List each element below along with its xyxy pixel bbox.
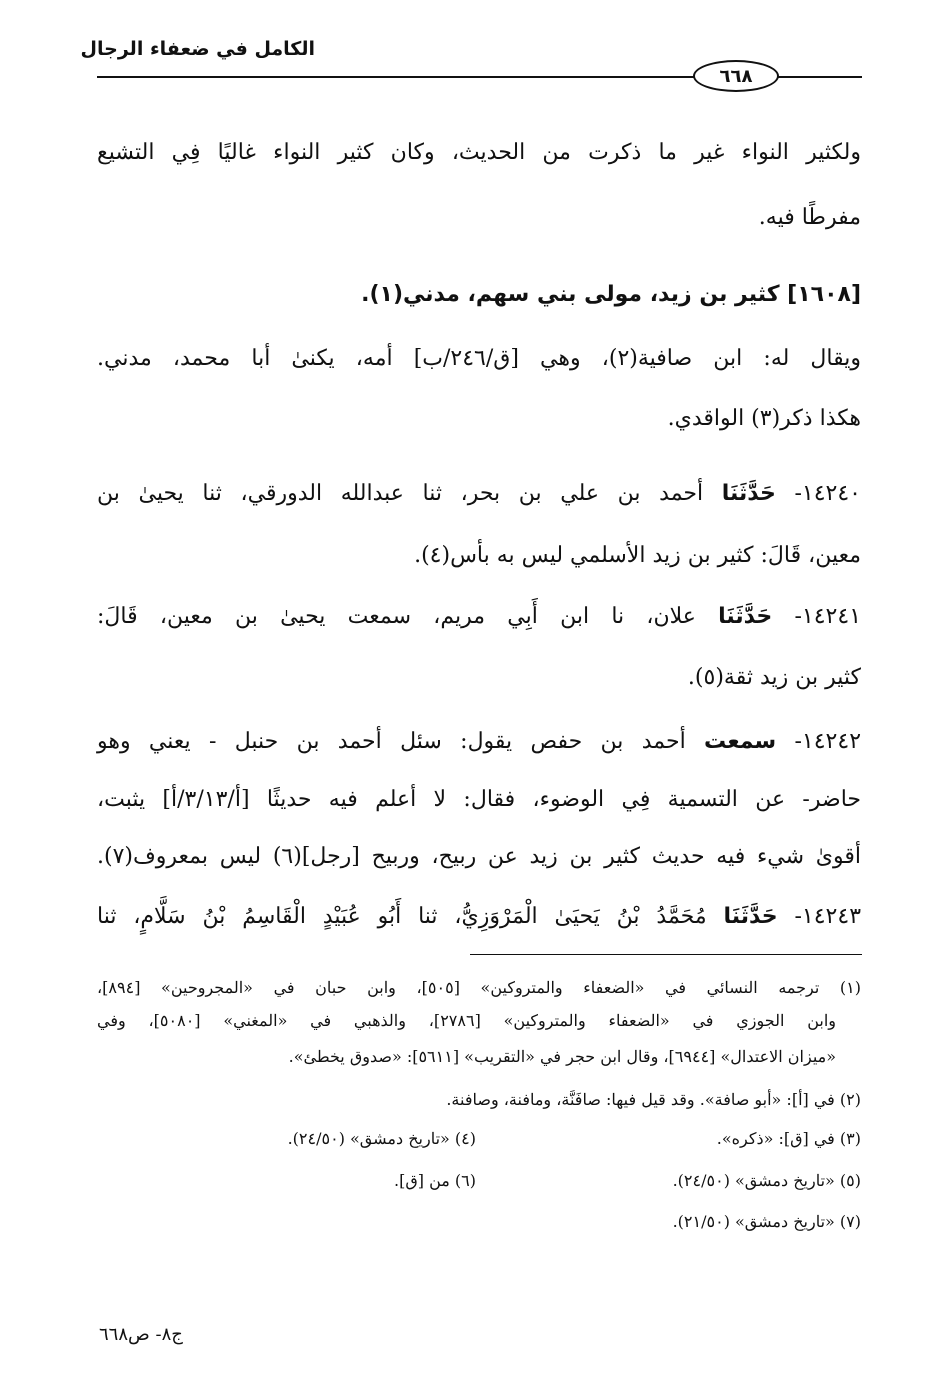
text-line: معين، قَالَ: كثير بن زيد الأسلمي ليس به بأس(٤). [414, 543, 861, 568]
text-line: حاضر- عن التسمية فِي الوضوء، فقال: لا أعلم فيه حديثًا [أ/٣/١٣/أ] يثبت، [97, 787, 861, 812]
hadith-number: ١٤٢٤٢- [794, 729, 862, 754]
narration-keyword: سمعت [704, 729, 777, 754]
page-footer: ج٨- ص٦٦٨ [99, 1324, 183, 1345]
hadith-line [97, 479, 861, 509]
footnote-rule [470, 954, 862, 955]
entry-heading: [١٦٠٨] كثير بن زيد، مولى بني سهم، مدني(١). [361, 282, 861, 307]
footnote-3: (٣) في [ق]: «ذكره». [716, 1129, 861, 1148]
hadith-number: ١٤٢٤١- [794, 604, 862, 629]
footnote-1-cont: وابن الجوزي في «الضعفاء والمتروكين» [٢٧٨٦]، والذهبي في «المغني» [٥٠٨٠]، وفي [97, 1011, 837, 1030]
text-line: كثير بن زيد ثقة(٥). [687, 665, 861, 690]
text-line: ويقال له: ابن صافية(٢)، وهي [ق/٢٤٦/ب] أمه، يكنىٰ أبا محمد، مدني. [97, 346, 861, 371]
text-line: مفرطًا فيه. [758, 205, 861, 230]
footnote-5: (٥) «تاريخ دمشق» (٢٤/٥٠). [672, 1171, 861, 1190]
page-number-badge [693, 60, 779, 92]
narration-keyword: حَدَّثَنَا [723, 904, 778, 929]
footnote-6: (٦) من [ق]. [394, 1171, 476, 1190]
page-number: ٦٦٨ [719, 65, 753, 87]
running-title: الكامل في ضعفاء الرجال [80, 38, 315, 60]
narration-keyword: حَدَّثَنَا [721, 481, 776, 506]
footnote-7: (٧) «تاريخ دمشق» (٢١/٥٠). [672, 1212, 861, 1231]
hadith-text: علان، نا ابن أَبِي مريم، سمعت يحيىٰ بن معين، قَالَ: [97, 604, 696, 629]
narration-keyword: حَدَّثَنَا [718, 604, 773, 629]
hadith-line [97, 902, 861, 932]
hadith-line [97, 727, 861, 757]
text-line: ولكثير النواء غير ما ذكرت من الحديث، وكان كثير النواء غاليًا فِي التشيع [97, 140, 861, 165]
hadith-line [97, 602, 861, 632]
hadith-text: مُحَمَّدُ بْنُ يَحيَىٰ الْمَرْوَزِيُّ، ثنا أَبُو عُبَيْدٍ الْقَاسِمُ بْنُ سَلَّامٍ، ثنا [97, 904, 707, 929]
footnote-2: (٢) في [أ]: «أبو صافة». وقد قيل فيها: صافَنَّة، ومافنة، وصافنة. [446, 1090, 861, 1109]
hadith-text: أحمد بن علي بن بحر، ثنا عبدالله الدورقي، ثنا يحيىٰ بن [97, 481, 704, 506]
footnote-1-cont: «ميزان الاعتدال» [٦٩٤٤]، وقال ابن حجر في «التقريب» [٥٦١١]: «صدوق يخطئ». [288, 1047, 836, 1066]
footnote-1: (١) ترجمه النسائي في «الضعفاء والمتروكين» [٥٠٥]، وابن حبان في «المجروحين» [٨٩٤]، [97, 978, 862, 997]
footnote-4: (٤) «تاريخ دمشق» (٢٤/٥٠). [287, 1129, 476, 1148]
hadith-number: ١٤٢٤٣- [794, 904, 862, 929]
text-line: هكذا ذكر(٣) الواقدي. [667, 406, 861, 431]
hadith-text: أحمد بن حفص يقول: سئل أحمد بن حنبل - يعني وهو [97, 729, 686, 754]
hadith-number: ١٤٢٤٠- [794, 481, 861, 506]
text-line: أقوىٰ شيء فيه حديث كثير بن زيد عن ربيح، وربيح [رجل](٦) ليس بمعروف(٧). [97, 844, 861, 869]
